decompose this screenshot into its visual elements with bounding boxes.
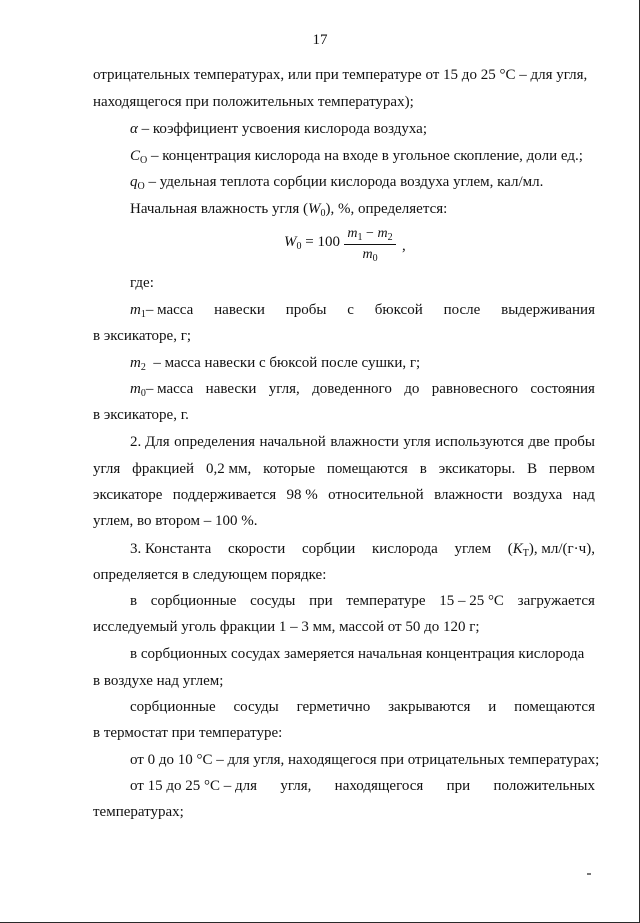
text-line: углем, во втором – 100 %.: [93, 513, 258, 529]
word: в: [419, 461, 427, 477]
word: эксикаторе: [93, 487, 163, 503]
text-line: находящегося при положительных температурах);: [93, 94, 414, 110]
word: в: [130, 593, 138, 609]
word: сорбционные: [150, 593, 237, 609]
paragraph-2-line: [93, 486, 595, 504]
definition-m2: [130, 354, 595, 372]
word: воздуха: [513, 487, 563, 503]
word: эксикаторы.: [438, 461, 516, 477]
subscript: 0: [320, 208, 326, 219]
word: после: [443, 302, 481, 318]
symbol-w: W: [308, 201, 321, 217]
word: скорости: [227, 541, 286, 557]
moisture-formula: [284, 226, 414, 266]
formula-eq: = 100: [301, 234, 340, 250]
list-line: [130, 592, 595, 610]
symbol-m: m: [377, 226, 388, 241]
word: над: [572, 487, 595, 503]
fraction-denominator: [344, 247, 396, 263]
text-line: отрицательных температурах, или при температуре от 15 до 25 °С – для угля,: [93, 67, 588, 83]
word: первом: [549, 461, 595, 477]
subscript: O: [140, 155, 148, 166]
word: помещаются: [326, 461, 408, 477]
word: поддерживается: [172, 487, 277, 503]
word: – масса: [145, 381, 194, 397]
word: две: [528, 434, 550, 450]
symbol-k: K: [512, 541, 523, 557]
word: которые: [263, 461, 316, 477]
text-line: в эксикаторе, г.: [93, 407, 189, 423]
fraction-bar: [344, 244, 396, 245]
word: равновесного: [431, 381, 518, 397]
definition-qo: [130, 173, 595, 191]
word: закрываются: [388, 699, 471, 715]
formula-fraction: [344, 226, 396, 263]
word: определения: [174, 434, 255, 450]
subscript: 0: [372, 253, 378, 264]
word: – масса: [145, 302, 194, 318]
word: находящегося: [334, 778, 424, 794]
paragraph-3-line: [130, 540, 595, 558]
definition-text: – коэффициент усвоения кислорода воздуха;: [137, 121, 427, 137]
subscript: T: [522, 548, 529, 559]
definition-text: – удельная теплота сорбции кислорода воздуха углем, кал/мл.: [144, 174, 544, 190]
word: загружается: [517, 593, 595, 609]
symbol-m: m: [347, 226, 358, 241]
word: при: [309, 593, 333, 609]
word: температуре: [346, 593, 426, 609]
symbol-m: m: [130, 355, 141, 371]
word: углем: [454, 541, 492, 557]
scan-speck: [587, 873, 591, 875]
word: бюксой: [374, 302, 423, 318]
list-line: [130, 777, 595, 795]
w0-intro: [130, 200, 595, 218]
symbol-m: m: [362, 247, 373, 262]
word: и: [488, 699, 497, 715]
word: положительных: [493, 778, 595, 794]
word: 2. Для: [130, 434, 170, 450]
subscript: 1: [357, 232, 363, 243]
subscript: 0: [296, 241, 302, 252]
word: выдерживания: [501, 302, 595, 318]
word: угля,: [268, 381, 300, 397]
unit-text: ), мл/(г·ч),: [528, 541, 595, 557]
word: навески: [205, 381, 257, 397]
text-line: в воздухе над углем;: [93, 673, 224, 689]
formula-lhs: [284, 234, 340, 251]
definition-m0: [130, 380, 595, 398]
word: помещаются: [514, 699, 595, 715]
symbol-m: m: [130, 302, 141, 318]
symbol-c: C: [130, 148, 141, 164]
symbol-alpha: α: [130, 121, 138, 137]
paragraph-2-line: [130, 433, 595, 451]
word: используются: [435, 434, 524, 450]
definition-text: – концентрация кислорода на входе в угольное скопление, доли ед.;: [147, 148, 583, 164]
paren: (: [507, 541, 513, 557]
definition-m1: [130, 301, 595, 319]
text-run: Начальная влажность угля (: [130, 201, 309, 217]
symbol-w: W: [284, 234, 297, 250]
text-line: в термостат при температуре:: [93, 725, 283, 741]
word: навески: [214, 302, 265, 318]
word: 0,2 мм,: [205, 461, 252, 477]
word: угля,: [280, 778, 312, 794]
text-run: [130, 380, 193, 398]
word: 3. Константа: [130, 541, 212, 557]
subscript: O: [137, 181, 145, 192]
text-line: в эксикаторе, г;: [93, 328, 192, 344]
word: 98 %: [286, 487, 318, 503]
word: влажности: [330, 434, 399, 450]
word: В: [527, 461, 538, 477]
text-line: температурах;: [93, 804, 184, 820]
word: начальной: [259, 434, 326, 450]
definition-text: – масса навески с бюксой после сушки, г;: [145, 355, 421, 371]
word: при: [446, 778, 471, 794]
symbol-q: q: [130, 174, 138, 190]
word: пробы: [285, 302, 327, 318]
text-run: [130, 301, 193, 319]
word: доведенного: [312, 381, 392, 397]
formula-comma: ,: [402, 238, 406, 254]
word: сорбционные: [130, 699, 216, 715]
word: сосуды: [250, 593, 296, 609]
symbol-m: m: [130, 381, 141, 397]
text-line: от 0 до 10 °С – для угля, находящегося при отрицательных температурах;: [130, 752, 600, 768]
word: от 15 до 25 °С – для: [130, 778, 258, 794]
word: 15 – 25 °С: [439, 593, 504, 609]
text-run: ), %, определяется:: [325, 201, 448, 217]
word: влажности: [434, 487, 503, 503]
minus-sign: −: [362, 226, 378, 241]
word: герметично: [296, 699, 371, 715]
word: фракцией: [132, 461, 195, 477]
paragraph-2-line: [93, 460, 595, 478]
where-label: где:: [130, 275, 154, 291]
text-line: в сорбционных сосудах замеряется начальная концентрация кислорода: [130, 646, 585, 662]
definition-alpha: [130, 120, 595, 138]
subscript: 2: [140, 362, 146, 373]
word: с: [347, 302, 354, 318]
word: угля: [403, 434, 431, 450]
page-number: 17: [312, 32, 328, 48]
text-line: определяется в следующем порядке:: [93, 567, 327, 583]
definition-co: [130, 147, 595, 165]
word: состояния: [530, 381, 595, 397]
word: сосуды: [233, 699, 279, 715]
text-line: исследуемый уголь фракции 1 – 3 мм, массой от 50 до 120 г;: [93, 619, 480, 635]
subscript: 2: [387, 232, 393, 243]
word: угля: [93, 461, 121, 477]
list-line: [130, 698, 595, 716]
word: относительной: [328, 487, 424, 503]
word: кислорода: [372, 541, 438, 557]
fraction-numerator: [344, 226, 396, 242]
word: до: [404, 381, 420, 397]
word: сорбции: [301, 541, 356, 557]
subscript: 1: [140, 309, 146, 320]
word: пробы: [554, 434, 595, 450]
subscript: 0: [140, 388, 146, 399]
text-run: [508, 540, 595, 558]
